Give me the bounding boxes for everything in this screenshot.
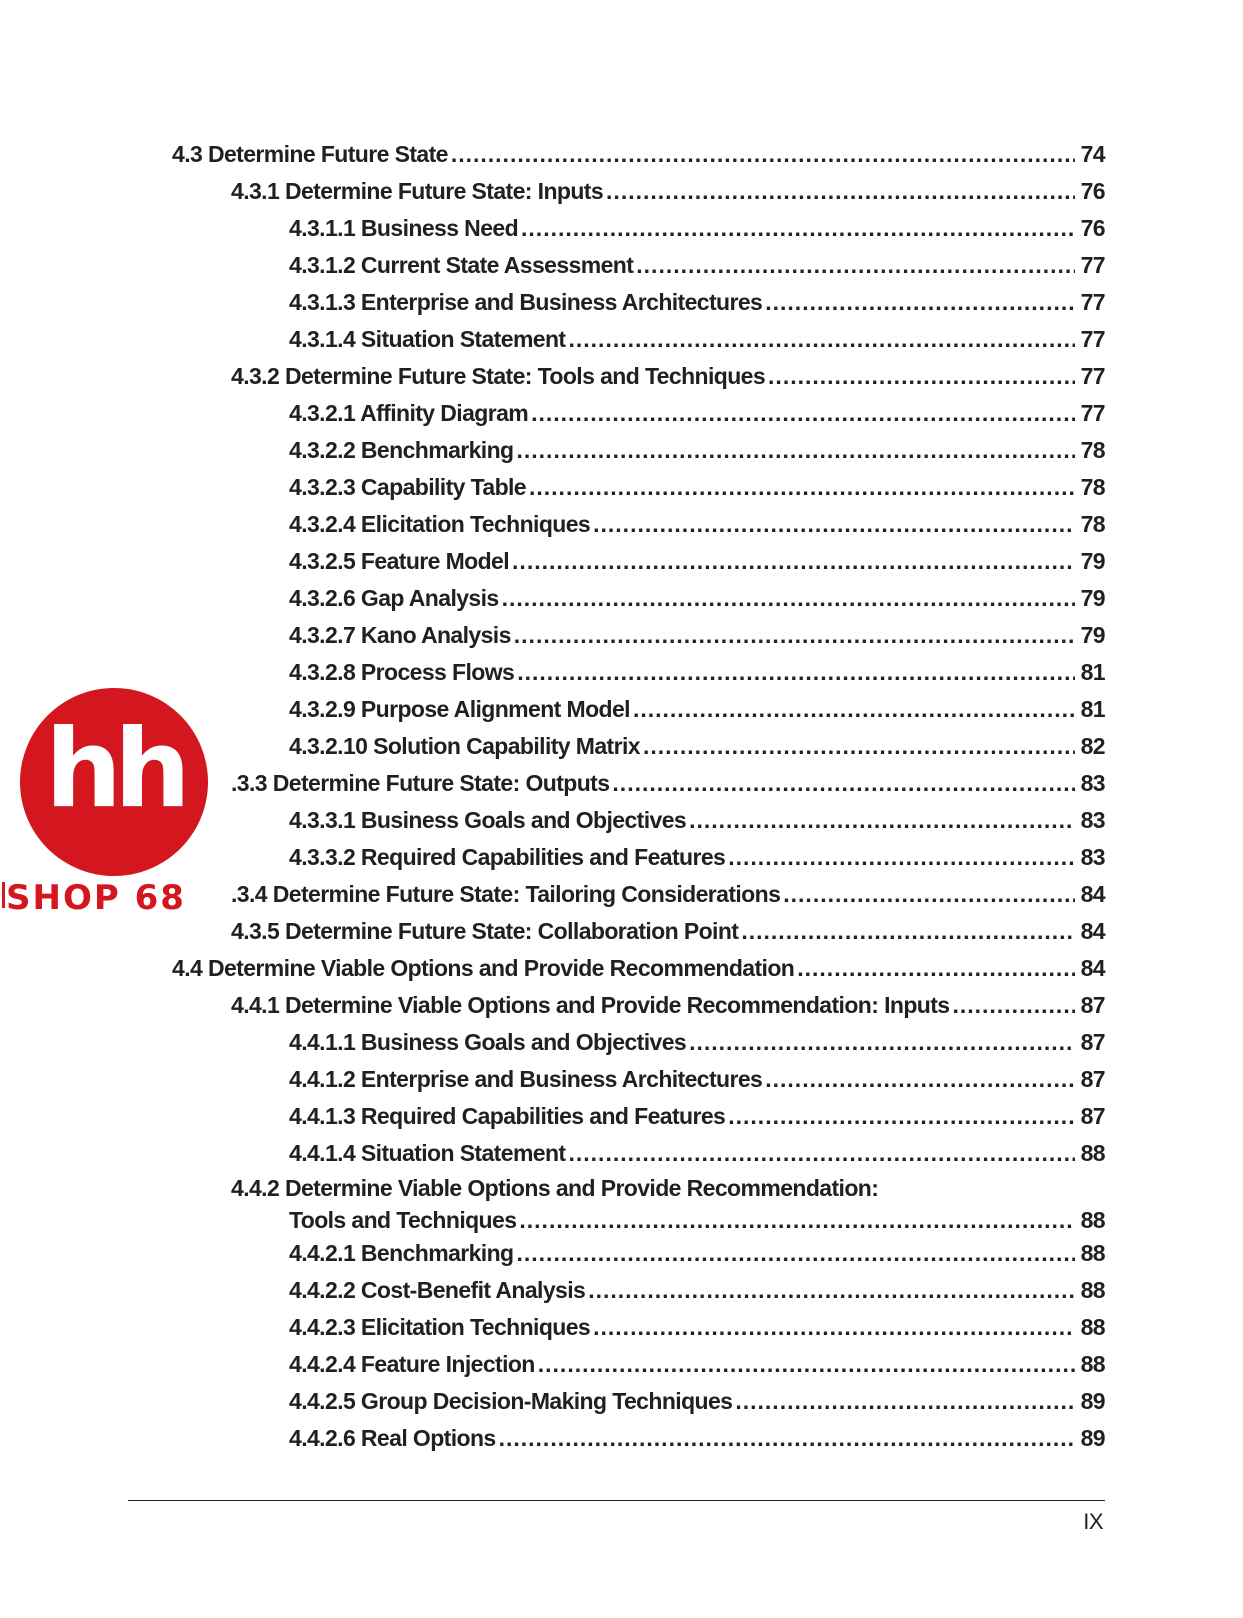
toc-entry-title: 4.4.1.1 Business Goals and Objectives <box>289 1029 687 1055</box>
toc-entry-page: 76 <box>1080 215 1105 241</box>
toc-entry[interactable] <box>289 1235 1105 1272</box>
toc-entry-page: 82 <box>1080 733 1105 759</box>
toc-dot-leader <box>512 543 1075 580</box>
toc-entry[interactable] <box>289 1309 1105 1346</box>
toc-entry-title-line2: Tools and Techniques <box>289 1207 517 1233</box>
toc-entry-page: 78 <box>1080 511 1105 537</box>
toc-entry[interactable] <box>289 247 1105 284</box>
toc-entry[interactable] <box>289 1098 1105 1135</box>
watermark-bracket <box>0 882 5 908</box>
toc-entry-page: 84 <box>1080 918 1105 944</box>
toc-entry-page: 77 <box>1080 363 1105 389</box>
toc-entry-title: 4.3.2.9 Purpose Alignment Model <box>289 696 630 722</box>
toc-entry-title: 4.3.1.3 Enterprise and Business Architectures <box>289 289 763 315</box>
toc-entry-page: 77 <box>1080 326 1105 352</box>
toc-entry-title: 4.3.2.1 Affinity Diagram <box>289 400 529 426</box>
toc-entry-page: 88 <box>1080 1240 1105 1266</box>
toc-entry-page: 79 <box>1080 622 1105 648</box>
toc-entry[interactable] <box>289 580 1105 617</box>
toc-entry-page: 77 <box>1080 252 1105 278</box>
toc-entry[interactable] <box>289 543 1105 580</box>
toc-dot-leader <box>521 210 1075 247</box>
toc-dot-leader <box>538 1346 1075 1383</box>
toc-section-top <box>0 136 1243 1172</box>
toc-dot-leader <box>499 1420 1075 1457</box>
toc-dot-leader <box>569 1135 1076 1172</box>
toc-entry-page: 87 <box>1080 1029 1105 1055</box>
page-number: IX <box>1083 1509 1103 1534</box>
toc-entry-page: 89 <box>1080 1388 1105 1414</box>
toc-entry-page: 74 <box>1080 141 1105 167</box>
toc-entry-title: 4.4.1.4 Situation Statement <box>289 1140 566 1166</box>
toc-entry-page: 81 <box>1080 659 1105 685</box>
toc-entry-page: 78 <box>1080 437 1105 463</box>
toc-dot-leader <box>636 247 1075 284</box>
toc-entry-title: 4.4 Determine Viable Options and Provide Recommendation <box>172 955 795 981</box>
watermark-logo-text: hh <box>45 707 183 832</box>
toc-entry[interactable] <box>289 321 1105 358</box>
toc-entry-title: 4.3.1.2 Current State Assessment <box>289 252 634 278</box>
toc-entry-title: 4.3.2.5 Feature Model <box>289 548 510 574</box>
toc-dot-leader <box>517 654 1075 691</box>
toc-entry[interactable] <box>231 358 1105 395</box>
toc-entry-title: 4.3.5 Determine Future State: Collaboration Point <box>231 918 739 944</box>
toc-entry[interactable] <box>289 1024 1105 1061</box>
watermark-caption: SHOP 68 <box>6 878 186 918</box>
toc-dot-leader <box>728 839 1075 876</box>
toc-entry-page: 88 <box>1080 1351 1105 1377</box>
toc-entry-page: 79 <box>1080 548 1105 574</box>
toc-entry[interactable] <box>289 1061 1105 1098</box>
toc-entry-title: .3.4 Determine Future State: Tailoring Considerations <box>231 881 781 907</box>
toc-entry-title: 4.4.2.4 Feature Injection <box>289 1351 535 1377</box>
toc-entry-page: 88 <box>1080 1314 1105 1340</box>
toc-entry[interactable] <box>231 876 1105 913</box>
toc-dot-leader <box>569 321 1076 358</box>
toc-entry-title: 4.4.1.2 Enterprise and Business Architectures <box>289 1066 763 1092</box>
toc-entry-title: 4.3.3.2 Required Capabilities and Features <box>289 844 726 870</box>
toc-entry-title: 4.4.2.2 Cost-Benefit Analysis <box>289 1277 586 1303</box>
toc-entry-page: 88 <box>1080 1207 1105 1233</box>
toc-dot-leader <box>606 173 1075 210</box>
toc-dot-leader <box>735 1383 1075 1420</box>
toc-entry-page: 89 <box>1080 1425 1105 1451</box>
toc-entry[interactable] <box>231 987 1105 1024</box>
toc-entry-page: 83 <box>1080 844 1105 870</box>
toc-entry-title: 4.3.2.10 Solution Capability Matrix <box>289 733 640 759</box>
toc-entry[interactable] <box>289 1420 1105 1457</box>
toc-entry-title: 4.3.2 Determine Future State: Tools and Techniques <box>231 363 766 389</box>
toc-entry[interactable] <box>231 913 1105 950</box>
toc-dot-leader <box>502 580 1075 617</box>
toc-dot-leader <box>643 728 1075 765</box>
toc-entry-title: 4.3.2.6 Gap Analysis <box>289 585 499 611</box>
toc-entry[interactable] <box>289 1383 1105 1420</box>
toc-entry-title: 4.4.1.3 Required Capabilities and Features <box>289 1103 726 1129</box>
toc-dot-leader <box>728 1098 1075 1135</box>
toc-entry[interactable] <box>172 136 1105 173</box>
toc-entry-page: 88 <box>1080 1277 1105 1303</box>
toc-entry-page: 87 <box>1080 992 1105 1018</box>
toc-entry-title: 4.3.1.1 Business Need <box>289 215 519 241</box>
toc-entry[interactable] <box>289 691 1105 728</box>
toc-entry-page: 78 <box>1080 474 1105 500</box>
toc-entry-title: 4.3 Determine Future State <box>172 141 448 167</box>
toc-dot-leader <box>797 950 1075 987</box>
toc-entry[interactable] <box>289 1272 1105 1309</box>
toc-entry[interactable] <box>289 617 1105 654</box>
toc-dot-leader <box>451 136 1075 173</box>
toc-entry-page: 87 <box>1080 1066 1105 1092</box>
toc-entry-page: 77 <box>1080 400 1105 426</box>
toc-dot-leader <box>593 506 1075 543</box>
toc-dot-leader <box>765 284 1075 321</box>
toc-dot-leader <box>768 358 1075 395</box>
toc-dot-leader <box>633 691 1075 728</box>
toc-entry[interactable] <box>289 654 1105 691</box>
toc-entry-page: 88 <box>1080 1140 1105 1166</box>
toc-entry[interactable] <box>289 506 1105 543</box>
toc-entry-title: 4.3.2.8 Process Flows <box>289 659 515 685</box>
toc-entry-page: 81 <box>1080 696 1105 722</box>
toc-dot-leader <box>612 765 1075 802</box>
toc-entry-title: 4.3.2.7 Kano Analysis <box>289 622 511 648</box>
toc-entry-title: 4.3.1.4 Situation Statement <box>289 326 566 352</box>
toc-entry-title-line1: 4.4.2 Determine Viable Options and Provide Recommendation: <box>231 1175 879 1201</box>
toc-dot-leader <box>588 1272 1075 1309</box>
toc-entry-title: 4.4.2.6 Real Options <box>289 1425 496 1451</box>
toc-entry[interactable] <box>231 173 1105 210</box>
toc-entry-title: 4.4.1 Determine Viable Options and Provide Recommendation: Inputs <box>231 992 950 1018</box>
toc-dot-leader <box>514 617 1075 654</box>
toc-entry-page: 83 <box>1080 770 1105 796</box>
toc-entry-title: 4.3.2.2 Benchmarking <box>289 437 514 463</box>
toc-dot-leader <box>531 395 1075 432</box>
footer-rule <box>128 1500 1105 1501</box>
toc-entry[interactable] <box>289 802 1105 839</box>
toc-entry-title: 4.4.2.3 Elicitation Techniques <box>289 1314 591 1340</box>
toc-entry[interactable] <box>172 950 1105 987</box>
toc-entry-page: 83 <box>1080 807 1105 833</box>
toc-dot-leader <box>741 913 1075 950</box>
toc-entry[interactable] <box>289 839 1105 876</box>
toc-dot-leader <box>689 802 1075 839</box>
toc-entry[interactable] <box>289 432 1105 469</box>
toc-entry-page: 79 <box>1080 585 1105 611</box>
toc-entry[interactable] <box>289 1135 1105 1172</box>
toc-dot-leader <box>519 1205 1075 1235</box>
toc-entry-page: 84 <box>1080 955 1105 981</box>
toc-entry-title: 4.3.3.1 Business Goals and Objectives <box>289 807 687 833</box>
toc-entry-page: 84 <box>1080 881 1105 907</box>
toc-entry-wrapped[interactable] <box>0 1172 1243 1235</box>
toc-dot-leader <box>593 1309 1075 1346</box>
toc-entry[interactable] <box>289 728 1105 765</box>
toc-entry-title: .3.3 Determine Future State: Outputs <box>231 770 610 796</box>
toc-entry[interactable] <box>289 1346 1105 1383</box>
toc-entry-title: 4.3.2.4 Elicitation Techniques <box>289 511 591 537</box>
toc-entry-title: 4.4.2.5 Group Decision-Making Techniques <box>289 1388 733 1414</box>
toc-dot-leader <box>517 432 1076 469</box>
toc-entry[interactable] <box>289 210 1105 247</box>
toc-entry[interactable] <box>289 284 1105 321</box>
toc-entry-page: 76 <box>1080 178 1105 204</box>
toc-entry-title: 4.3.2.3 Capability Table <box>289 474 526 500</box>
toc-dot-leader <box>529 469 1075 506</box>
toc-entry-page: 77 <box>1080 289 1105 315</box>
toc-dot-leader <box>952 987 1075 1024</box>
toc-section-bottom <box>0 1235 1243 1457</box>
toc-entry[interactable] <box>289 469 1105 506</box>
toc-entry-page: 87 <box>1080 1103 1105 1129</box>
toc-dot-leader <box>783 876 1075 913</box>
toc-entry-title: 4.4.2.1 Benchmarking <box>289 1240 514 1266</box>
toc-entry[interactable] <box>289 395 1105 432</box>
toc-dot-leader <box>517 1235 1076 1272</box>
toc-entry[interactable] <box>231 765 1105 802</box>
toc-dot-leader <box>765 1061 1075 1098</box>
watermark-logo <box>20 688 208 876</box>
toc-entry-title: 4.3.1 Determine Future State: Inputs <box>231 178 604 204</box>
toc-dot-leader <box>689 1024 1075 1061</box>
